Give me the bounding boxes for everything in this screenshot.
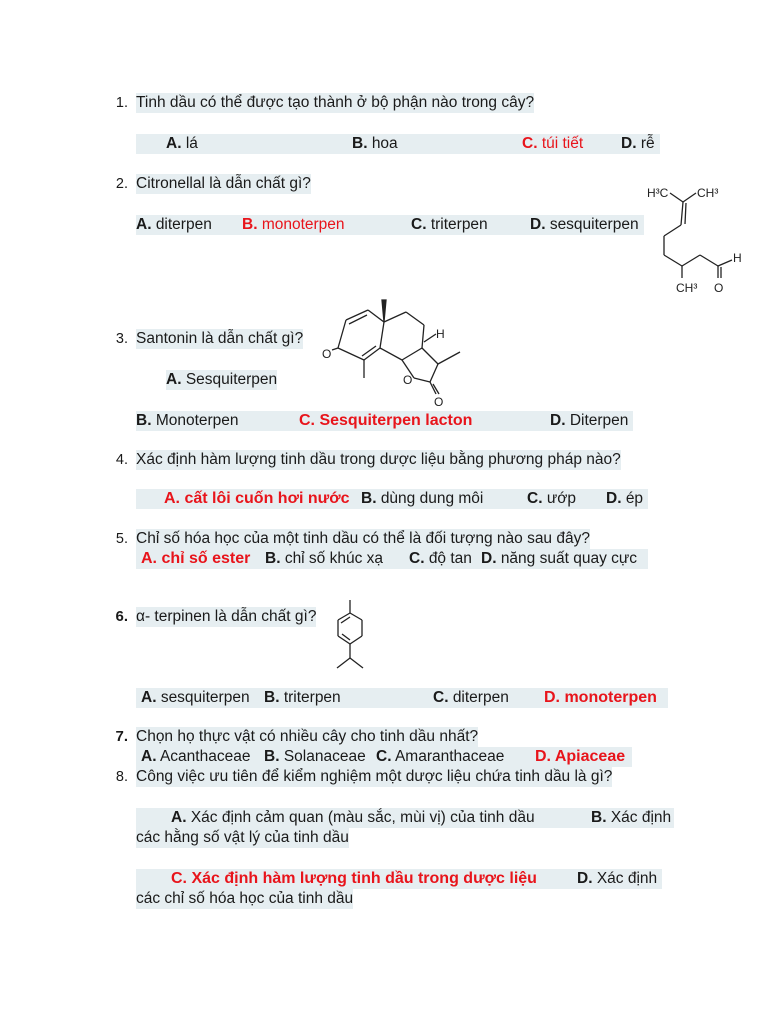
option-a[interactable]: A. Acanthaceae <box>141 748 251 765</box>
question-text: Xác định hàm lượng tinh dầu trong dược liệu bằng phương pháp nào? <box>136 451 621 468</box>
option-c-correct[interactable]: C. túi tiết <box>522 135 584 152</box>
question-number: 3. <box>115 331 128 347</box>
question-number: 1. <box>115 95 128 111</box>
option-a[interactable]: A. diterpen <box>136 216 212 233</box>
option-a[interactable]: A. sesquiterpen <box>141 689 250 706</box>
ch3-label: CH³ <box>676 281 698 295</box>
option-c-correct[interactable]: C. Xác định hàm lượng tinh dầu trong dược liệu <box>171 870 537 887</box>
option-d[interactable]: D. sesquiterpen <box>530 216 639 233</box>
option-a-correct[interactable]: A. cất lôi cuốn hơi nước <box>164 490 350 507</box>
question-text: Chọn họ thực vật có nhiều cây cho tinh dầu nhất? <box>136 728 479 745</box>
option-c[interactable]: C. diterpen <box>433 689 509 706</box>
option-b[interactable]: B. chỉ số khúc xạ <box>265 550 384 567</box>
option-d[interactable]: D. năng suất quay cực <box>481 550 637 567</box>
question-text: Chỉ số hóa học của một tinh dầu có thể là đối tượng nào sau đây? <box>136 530 590 547</box>
option-d[interactable]: D. Xác định <box>577 870 658 887</box>
option-d[interactable]: D. rễ <box>621 135 655 152</box>
question-number: 8. <box>115 769 128 785</box>
option-b[interactable]: B. hoa <box>352 135 398 152</box>
option-d[interactable]: D. ép <box>606 490 644 507</box>
o-label: O <box>714 281 724 295</box>
option-d[interactable]: D. Diterpen <box>550 412 629 429</box>
question-text: α- terpinen là dẫn chất gì? <box>136 608 317 625</box>
option-b-correct[interactable]: B. monoterpen <box>242 216 345 233</box>
option-c[interactable]: C. Amaranthaceae <box>376 748 505 765</box>
option-b[interactable]: B. Monoterpen <box>136 412 239 429</box>
o-label: O <box>403 373 413 387</box>
santonin-structure-image <box>318 290 468 410</box>
option-a[interactable]: A. Xác định cảm quan (màu sắc, mùi vị) của tinh dầu <box>171 809 535 826</box>
option-d-continued: các chỉ số hóa học của tinh dầu <box>136 890 354 907</box>
ch3-label: CH³ <box>697 186 719 200</box>
alpha-terpinene-structure-image <box>325 598 375 680</box>
option-d-correct[interactable]: D. monoterpen <box>544 689 657 706</box>
option-d-correct[interactable]: D. Apiaceae <box>535 748 626 765</box>
question-text: Santonin là dẫn chất gì? <box>136 330 304 347</box>
option-b[interactable]: B. dùng dung môi <box>361 490 484 507</box>
question-number: 6. <box>115 608 128 625</box>
o-label: O <box>434 395 444 409</box>
question-number: 4. <box>115 452 128 468</box>
question-number: 2. <box>115 176 128 192</box>
h-label: H <box>733 251 742 265</box>
option-b[interactable]: B. Solanaceae <box>264 748 366 765</box>
option-a-correct[interactable]: A. chỉ số ester <box>141 550 251 567</box>
option-b[interactable]: B. triterpen <box>264 689 341 706</box>
option-a[interactable]: A. Sesquiterpen <box>166 371 278 388</box>
citronellal-structure-image <box>640 180 750 300</box>
question-text: Công việc ưu tiên để kiểm nghiệm một dược liệu chứa tinh dầu là gì? <box>136 768 613 785</box>
h3c-label: H³C <box>647 186 669 200</box>
option-b-continued: các hằng số vật lý của tinh dầu <box>136 829 349 846</box>
question-number: 5. <box>115 531 128 547</box>
question-number: 7. <box>115 728 128 745</box>
option-c[interactable]: C. triterpen <box>411 216 488 233</box>
option-a[interactable]: A. lá <box>166 135 198 152</box>
h-label: H <box>436 327 445 341</box>
question-text: Tinh dầu có thể được tạo thành ở bộ phận nào trong cây? <box>136 94 535 111</box>
option-c[interactable]: C. ướp <box>527 490 576 507</box>
o-label: O <box>322 347 332 361</box>
option-c[interactable]: C. độ tan <box>409 550 472 567</box>
option-c-correct[interactable]: C. Sesquiterpen lacton <box>299 412 473 429</box>
option-b[interactable]: B. Xác định <box>591 809 672 826</box>
question-text: Citronellal là dẫn chất gì? <box>136 175 311 192</box>
